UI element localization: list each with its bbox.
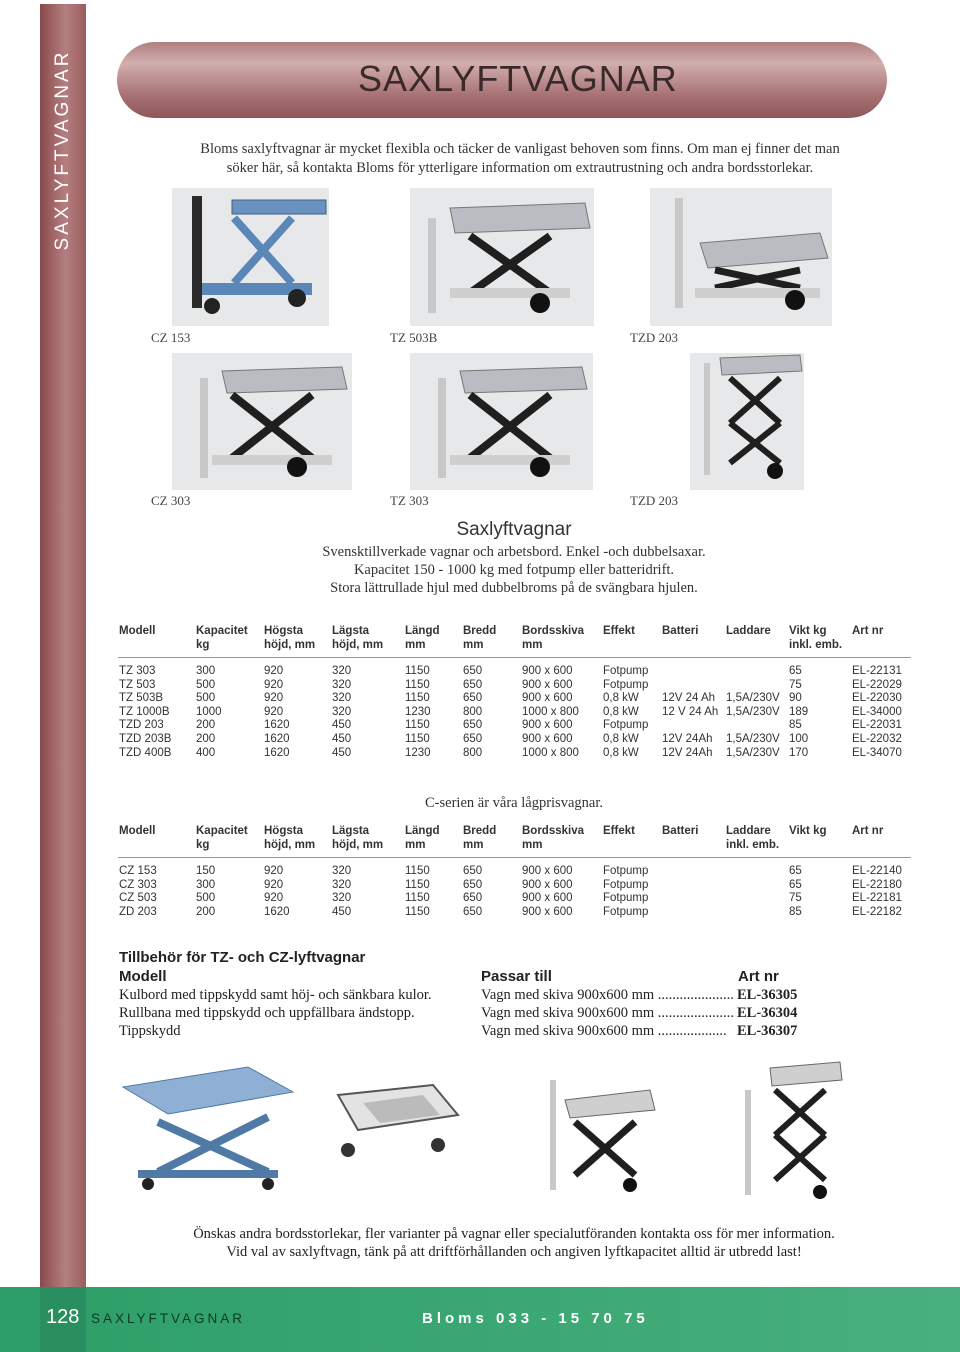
- column-header: kg: [196, 839, 210, 851]
- table-cell: TZD 203B: [119, 733, 172, 745]
- table-cell: 650: [463, 665, 483, 677]
- footer-phone: Bloms 033 - 15 70 75: [422, 1310, 649, 1327]
- table-cell: EL-34070: [852, 746, 902, 759]
- bottom-note-line-2: Vid val av saxlyftvagn, tänk på att driftförhållanden och angiven lyftkapacitet alltid är utbredd last!: [226, 1244, 802, 1260]
- column-header: Modell: [119, 625, 156, 637]
- column-header: mm: [522, 639, 543, 651]
- table-cell: 1,5A/230V: [726, 746, 780, 759]
- caption-tz503b: TZ 503B: [390, 330, 438, 345]
- table-cell: 900 x 600: [522, 692, 573, 705]
- page-number: 128: [46, 1306, 80, 1328]
- column-header: Lägsta: [332, 625, 370, 637]
- accessory-art: EL-36307: [737, 1023, 798, 1039]
- table-cell: 1620: [264, 746, 290, 759]
- scissor-lift-image: [410, 188, 594, 326]
- accessory-model: Kulbord med tippskydd samt höj- och sänkbara kulor.: [119, 987, 432, 1003]
- roller-table-image: [318, 1075, 463, 1175]
- column-header: kg: [196, 639, 210, 651]
- table-divider: [118, 657, 911, 658]
- table-cell: 320: [332, 692, 352, 705]
- table-cell: 320: [332, 892, 352, 905]
- table-cell: EL-22030: [852, 692, 902, 705]
- column-header: Batteri: [662, 625, 699, 637]
- intro-line-2: söker här, så kontakta Bloms för ytterligare information om extrautrustning och andra bordsstorlekar.: [226, 160, 814, 176]
- table-cell: 650: [463, 905, 483, 918]
- column-header: Bredd: [463, 825, 497, 837]
- table-cell: 650: [463, 733, 483, 745]
- table-cell: 1000 x 800: [522, 746, 579, 759]
- footer-label: SAXLYFTVAGNAR: [91, 1311, 246, 1326]
- table-cell: CZ 503: [119, 892, 157, 905]
- column-header: Art nr: [852, 625, 884, 637]
- page-title: SAXLYFTVAGNAR: [358, 58, 678, 99]
- table-cell: 0,8 kW: [603, 733, 639, 745]
- table-cell: 1150: [405, 733, 430, 745]
- accessory-fits: Vagn med skiva 900x600 mm .....................: [481, 1005, 734, 1021]
- column-header: Längd: [405, 825, 440, 837]
- table-cell: 400: [196, 746, 216, 759]
- table-cell: ZD 203: [119, 905, 157, 918]
- table-cell: 1,5A/230V: [726, 705, 780, 718]
- column-header: mm: [463, 639, 484, 651]
- table-cell: 450: [332, 746, 352, 759]
- product-line-3: Stora lättrullade hjul med dubbelbroms på de svängbara hjulen.: [330, 580, 698, 596]
- table-cell: 90: [789, 692, 802, 705]
- table-cell: 12V 24Ah: [662, 733, 713, 745]
- table-cell: 300: [196, 878, 216, 891]
- table-cell: Fotpump: [603, 905, 649, 918]
- column-header: Batteri: [662, 825, 699, 837]
- table-cell: EL-22031: [852, 719, 902, 732]
- table-cell: 85: [789, 905, 802, 918]
- photo-tzd203-a: [650, 188, 832, 326]
- table-cell: 150: [196, 865, 216, 877]
- column-header: mm: [405, 839, 426, 851]
- table-cell: 1230: [405, 746, 431, 759]
- photo-rullbana: [318, 1075, 463, 1175]
- column-header: Högsta: [264, 625, 303, 637]
- column-header: Vikt kg: [789, 625, 827, 637]
- column-header: Art nr: [852, 825, 884, 837]
- column-header: mm: [463, 839, 484, 851]
- column-header: Modell: [119, 825, 156, 837]
- table-cell: Fotpump: [603, 865, 649, 877]
- column-header: inkl. emb.: [789, 639, 843, 651]
- photo-kulbord: [118, 1062, 298, 1194]
- table-divider: [118, 857, 911, 858]
- column-header: Kapacitet: [196, 625, 248, 637]
- table-cell: 1150: [405, 665, 430, 677]
- table-cell: 320: [332, 865, 352, 877]
- table-cell: 75: [789, 892, 802, 905]
- table-cell: 900 x 600: [522, 665, 573, 677]
- column-header: Laddare: [726, 825, 771, 837]
- intro-text: [180, 140, 860, 178]
- photo-tz503b: [410, 188, 594, 326]
- accessory-model: Rullbana med tippskydd och uppfällbara ändstopp.: [119, 1005, 415, 1021]
- table-cell: CZ 153: [119, 865, 157, 877]
- table-cell: 900 x 600: [522, 865, 573, 877]
- table-cell: 85: [789, 719, 802, 732]
- column-header: höjd, mm: [264, 639, 316, 651]
- cseries-note: C-serien är våra lågprisvagnar.: [425, 795, 603, 811]
- table-cell: 12V 24Ah: [662, 746, 713, 759]
- table-cell: 320: [332, 705, 352, 718]
- accessory-fits: Vagn med skiva 900x600 mm ...................: [481, 1023, 727, 1039]
- accessories-col-art: Art nr: [738, 968, 779, 985]
- table-cell: 1150: [405, 865, 430, 877]
- accessory-fits: Vagn med skiva 900x600 mm .....................: [481, 987, 734, 1003]
- table-cell: EL-22140: [852, 865, 902, 877]
- table-cell: 900 x 600: [522, 892, 573, 905]
- table-cell: EL-22032: [852, 733, 902, 745]
- table-cell: 1150: [405, 692, 430, 705]
- table-cell: Fotpump: [603, 665, 649, 677]
- table-cell: Fotpump: [603, 892, 649, 905]
- table-cell: TZ 503B: [119, 692, 164, 705]
- caption-cz303: CZ 303: [151, 493, 191, 508]
- table-cell: 650: [463, 692, 483, 705]
- column-header: Bredd: [463, 625, 497, 637]
- table-cell: 75: [789, 678, 802, 691]
- table-cell: 320: [332, 665, 352, 677]
- caption-tzd203-a: TZD 203: [630, 330, 679, 345]
- table-cell: Fotpump: [603, 719, 649, 732]
- accessory-model: Tippskydd: [119, 1023, 181, 1039]
- table-cell: 1230: [405, 705, 431, 718]
- accessories-heading: Tillbehör för TZ- och CZ-lyftvagnar: [119, 949, 366, 966]
- caption-tz303: TZ 303: [390, 493, 429, 508]
- column-header: Effekt: [603, 625, 635, 637]
- table-cell: 900 x 600: [522, 719, 573, 732]
- table-cell: 500: [196, 678, 216, 691]
- bottom-note-line-1: Önskas andra bordsstorlekar, fler varianter på vagnar eller specialutföranden kontakta oss för mer information.: [193, 1226, 835, 1242]
- table-cell: 450: [332, 733, 352, 745]
- scissor-lift-image: [650, 188, 832, 326]
- table-cell: 920: [264, 692, 284, 705]
- photo-tippskydd-b: [730, 1060, 845, 1205]
- scissor-lift-image: [172, 353, 352, 490]
- table-cell: Fotpump: [603, 678, 649, 691]
- table-cell: 900 x 600: [522, 678, 573, 691]
- accessory-art: EL-36305: [737, 987, 798, 1003]
- table-cell: EL-22182: [852, 905, 902, 918]
- column-header: höjd, mm: [264, 839, 316, 851]
- table-cell: TZ 503: [119, 678, 156, 691]
- table-cell: 170: [789, 746, 809, 759]
- column-header: Vikt kg: [789, 825, 827, 837]
- column-header: Effekt: [603, 825, 635, 837]
- table-cell: 1150: [405, 719, 430, 732]
- table-cell: 1000 x 800: [522, 705, 579, 718]
- table-cell: 650: [463, 892, 483, 905]
- table-cell: 920: [264, 892, 284, 905]
- table-cell: 65: [789, 665, 802, 677]
- table-cell: 12V 24 Ah: [662, 692, 716, 705]
- table-cell: 1150: [405, 892, 430, 905]
- table-cell: 800: [463, 705, 483, 718]
- table-cell: EL-22131: [852, 665, 902, 677]
- caption-tzd203-b: TZD 203: [630, 493, 679, 508]
- column-header: Lägsta: [332, 825, 370, 837]
- column-header: höjd, mm: [332, 639, 384, 651]
- ball-table-image: [118, 1062, 298, 1194]
- table-cell: TZD 203: [119, 719, 164, 732]
- column-header: inkl. emb.: [726, 839, 780, 851]
- table-cell: Fotpump: [603, 878, 649, 891]
- accessories-col-model: Modell: [119, 968, 167, 985]
- scissor-lift-image: [730, 1060, 845, 1205]
- scissor-lift-image: [690, 353, 804, 490]
- column-header: Bordsskiva: [522, 825, 585, 837]
- table-cell: 0,8 kW: [603, 692, 639, 705]
- table-cell: 920: [264, 678, 284, 691]
- table-cell: 650: [463, 678, 483, 691]
- column-header: höjd, mm: [332, 839, 384, 851]
- table-cell: 1620: [264, 733, 290, 745]
- table-cell: EL-34000: [852, 705, 902, 718]
- table-cell: TZ 303: [119, 665, 156, 677]
- table-cell: 65: [789, 878, 802, 891]
- table-cell: 320: [332, 678, 352, 691]
- table-cell: 320: [332, 878, 352, 891]
- photo-tippskydd-a: [525, 1060, 660, 1200]
- accessories-col-fits: Passar till: [481, 968, 552, 985]
- table-cell: 200: [196, 719, 216, 732]
- photo-cz303: [172, 353, 352, 490]
- product-line-2: Kapacitet 150 - 1000 kg med fotpump eller batteridrift.: [353, 562, 675, 578]
- table-cell: 920: [264, 878, 284, 891]
- table-cell: 1620: [264, 905, 290, 918]
- table-cell: 65: [789, 865, 802, 877]
- table-cell: 189: [789, 705, 809, 718]
- photo-tz303: [410, 353, 593, 490]
- caption-cz153: CZ 153: [151, 330, 191, 345]
- table-cell: 1000: [196, 705, 222, 718]
- table-cell: 1620: [264, 719, 290, 732]
- photo-tzd203-b: [690, 353, 804, 490]
- table-cell: 800: [463, 746, 483, 759]
- table-cell: 900 x 600: [522, 905, 573, 918]
- table-cell: 0,8 kW: [603, 705, 639, 718]
- table-cell: 900 x 600: [522, 878, 573, 891]
- column-header: mm: [522, 839, 543, 851]
- table-cell: 100: [789, 733, 809, 745]
- table-cell: EL-22181: [852, 892, 902, 905]
- table-cell: 200: [196, 733, 216, 745]
- sidebar-label: SAXLYFTVAGNAR: [52, 49, 73, 251]
- table-cell: 500: [196, 892, 216, 905]
- table-cell: 1150: [405, 878, 430, 891]
- table-cell: 300: [196, 665, 216, 677]
- table-cell: 1,5A/230V: [726, 733, 780, 745]
- table-cell: 1150: [405, 678, 430, 691]
- column-header: Laddare: [726, 625, 771, 637]
- table-cell: 200: [196, 905, 216, 918]
- column-header: mm: [405, 639, 426, 651]
- intro-line-1: Bloms saxlyftvagnar är mycket flexibla och täcker de vanligast behoven som finns. Om man ej finner det man: [200, 141, 840, 157]
- table-cell: 1,5A/230V: [726, 692, 780, 705]
- table-cell: 650: [463, 878, 483, 891]
- product-line-1: Svensktillverkade vagnar och arbetsbord. Enkel -och dubbelsaxar.: [322, 544, 706, 560]
- table-cell: TZD 400B: [119, 746, 172, 759]
- table-cell: 920: [264, 665, 284, 677]
- table-cell: TZ 1000B: [119, 705, 170, 718]
- column-header: Längd: [405, 625, 440, 637]
- column-header: Högsta: [264, 825, 303, 837]
- table-cell: 920: [264, 705, 284, 718]
- table-cell: 0,8 kW: [603, 746, 639, 759]
- table-cell: 450: [332, 719, 352, 732]
- table-cell: 1150: [405, 905, 430, 918]
- table-cell: 900 x 600: [522, 733, 573, 745]
- product-heading: Saxlyftvagnar: [456, 519, 572, 540]
- table-cell: 920: [264, 865, 284, 877]
- table-cell: 650: [463, 865, 483, 877]
- table-cell: CZ 303: [119, 878, 157, 891]
- accessory-art: EL-36304: [737, 1005, 798, 1021]
- column-header: Kapacitet: [196, 825, 248, 837]
- table-cell: EL-22029: [852, 678, 902, 691]
- table-cell: 12 V 24 Ah: [662, 705, 719, 718]
- scissor-lift-image: [410, 353, 593, 490]
- photo-cz153: [172, 188, 329, 326]
- table-cell: EL-22180: [852, 878, 902, 891]
- table-cell: 500: [196, 692, 216, 705]
- column-header: Bordsskiva: [522, 625, 585, 637]
- scissor-lift-image: [525, 1060, 660, 1200]
- table-cell: 650: [463, 719, 483, 732]
- scissor-lift-image: [172, 188, 329, 326]
- table-cell: 450: [332, 905, 352, 918]
